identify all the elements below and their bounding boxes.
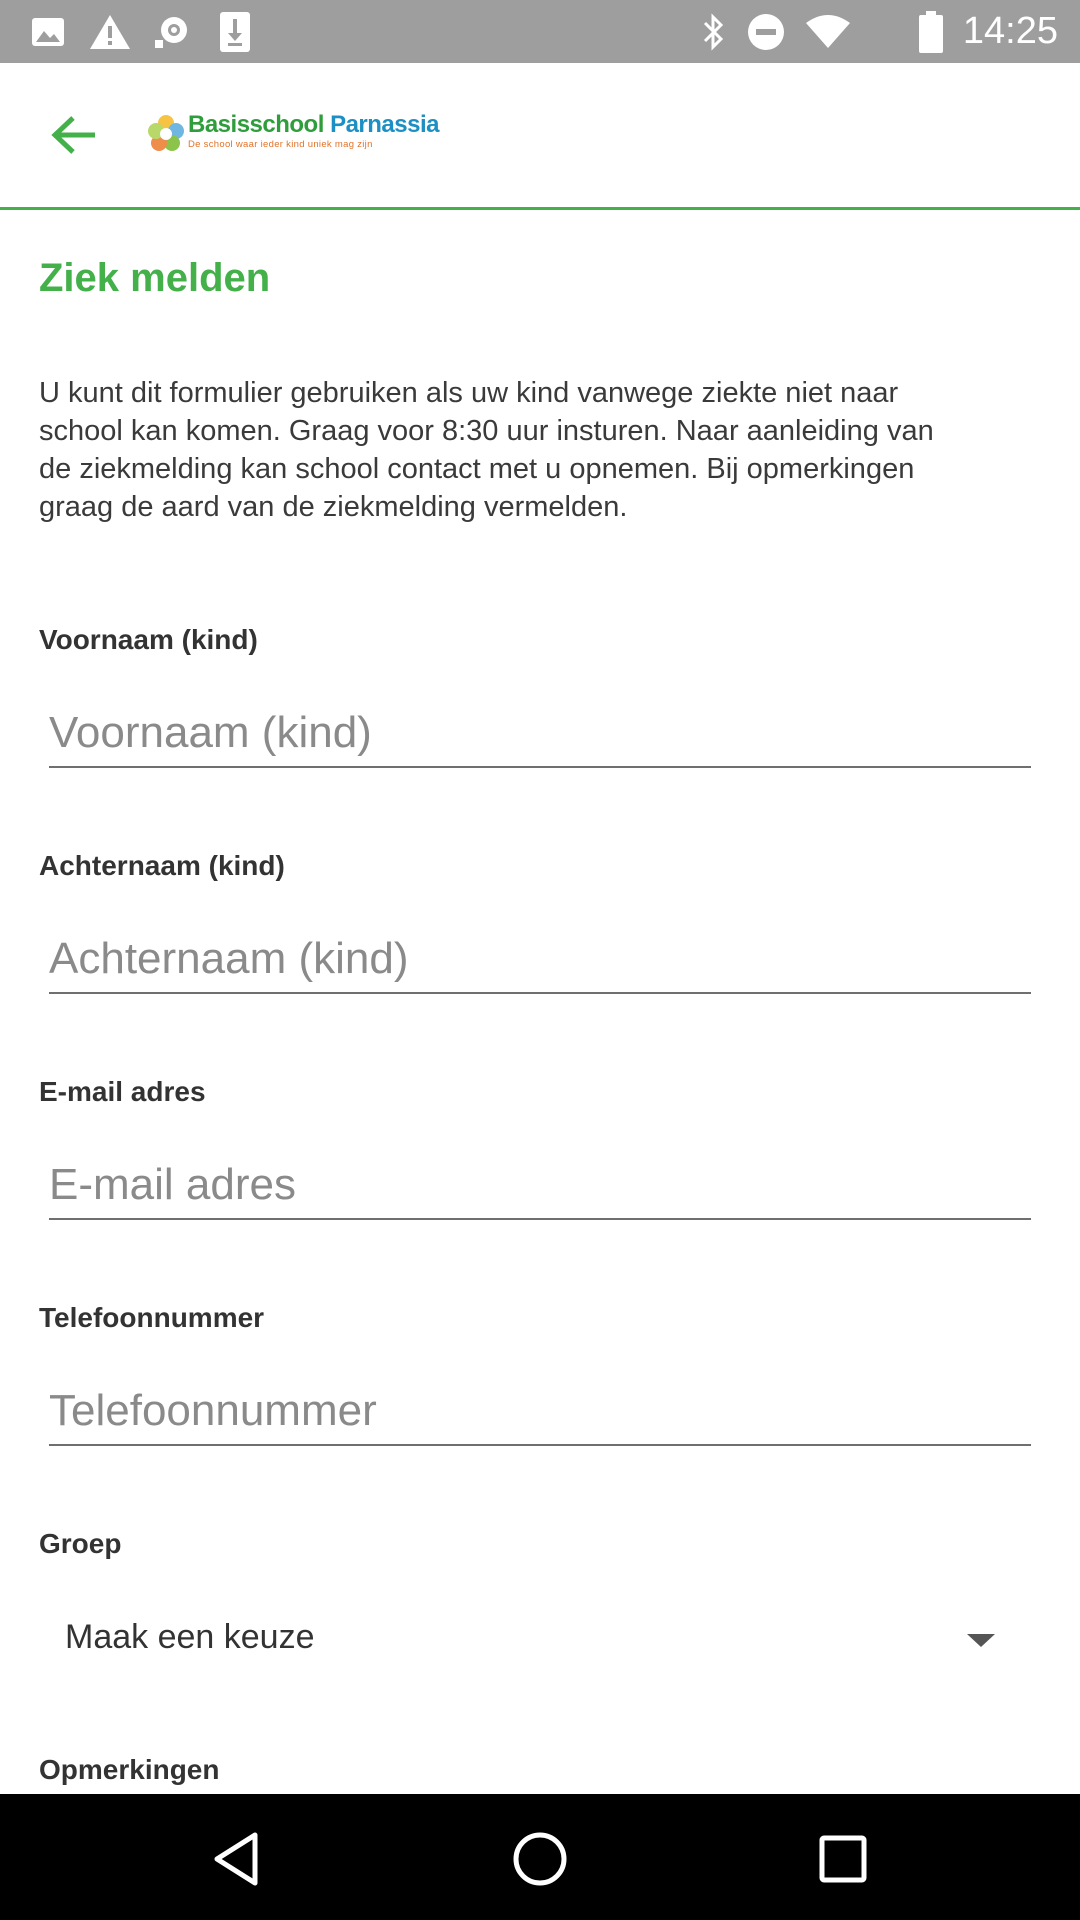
nav-recents-button[interactable] (808, 1824, 878, 1894)
group-select-value: Maak een keuze (65, 1618, 315, 1656)
page-title: Ziek melden (39, 256, 271, 300)
caret-down-icon (967, 1634, 995, 1647)
bluetooth-icon (698, 0, 730, 63)
remarks-label: Opmerkingen (39, 1754, 220, 1785)
logo-name-part2: Parnassia (330, 111, 439, 138)
sync-icon (150, 0, 194, 63)
wifi-icon (804, 0, 852, 63)
logo-name-part1: Basisschool (188, 111, 324, 138)
logo-title (188, 111, 439, 139)
phone-label: Telefoonnummer (39, 1302, 265, 1333)
home-circle-icon (512, 1831, 568, 1887)
group-select[interactable] (49, 1604, 1031, 1674)
status-bar (0, 0, 1080, 63)
app-bar (0, 63, 1080, 210)
group-label: Groep (39, 1528, 122, 1559)
phone-input[interactable] (49, 1378, 1031, 1446)
battery-icon (918, 0, 944, 63)
school-logo (146, 107, 439, 163)
first-name-input[interactable] (49, 700, 1031, 768)
email-label: E-mail adres (39, 1076, 206, 1107)
recents-square-icon (818, 1834, 868, 1884)
do-not-disturb-icon (746, 0, 786, 63)
back-button[interactable] (40, 103, 108, 167)
download-icon (218, 0, 252, 63)
flower-logo-icon (146, 113, 186, 155)
arrow-back-icon (51, 115, 97, 155)
nav-home-button[interactable] (505, 1824, 575, 1894)
last-name-input[interactable] (49, 926, 1031, 994)
last-name-label: Achternaam (kind) (39, 850, 285, 881)
email-input[interactable] (49, 1152, 1031, 1220)
navigation-bar (0, 1794, 1080, 1920)
intro-text: U kunt dit formulier gebruiken als uw kind vanwege ziekte niet naar school kan komen. Graag voor 8:30 uur insturen. Naar aanleiding van de ziekmelding kan school contact met u opnemen. Bij opmerkingen graag de aard van de ziekmelding vermelden. (39, 377, 934, 523)
logo-tagline: De school waar ieder kind uniek mag zijn (188, 139, 373, 150)
nav-back-button[interactable] (201, 1824, 271, 1894)
status-time: 14:25 (962, 10, 1058, 52)
back-triangle-icon (211, 1831, 261, 1887)
first-name-label: Voornaam (kind) (39, 624, 258, 655)
image-icon (28, 0, 68, 63)
warning-icon (88, 0, 132, 63)
